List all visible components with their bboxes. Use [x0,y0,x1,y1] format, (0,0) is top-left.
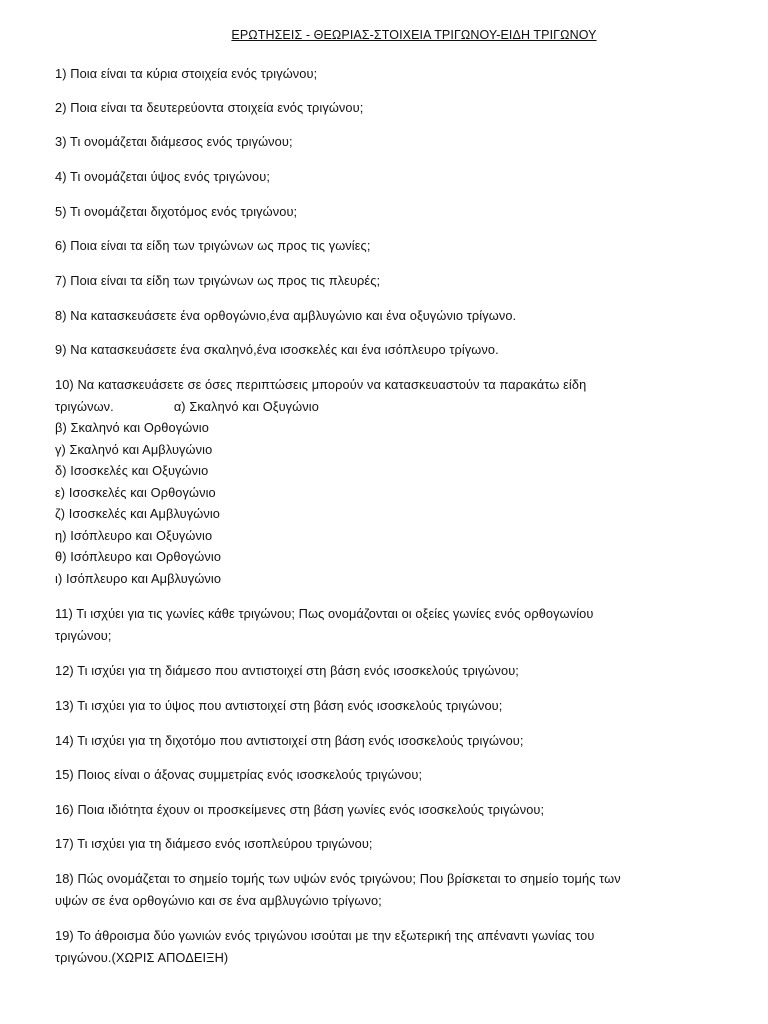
question-10-item-a: α) Σκαληνό και Οξυγώνιο [173,398,319,414]
question-10-item: ζ) Ισοσκελές και Αμβλυγώνιο [55,506,220,521]
question-18-line-2: υψών σε ένα ορθογώνιο και σε ένα αμβλυγώνιο τρίγωνο; [55,892,382,908]
question-9: 9) Να κατασκευάσετε ένα σκαληνό,ένα ισοσκελές και ένα ισόπλευρο τρίγωνο. [55,342,499,357]
question-11 [55,603,695,646]
question-10 [55,374,695,589]
question-19 [55,925,695,968]
question-14: 14) Τι ισχύει για τη διχοτόμο που αντιστοιχεί στη βάση ενός ισοσκελούς τριγώνου; [55,733,524,748]
question-6: 6) Ποια είναι τα είδη των τριγώνων ως προς τις γωνίες; [55,238,371,253]
question-8: 8) Να κατασκευάσετε ένα ορθογώνιο,ένα αμβλυγώνιο και ένα οξυγώνιο τρίγωνο. [55,308,517,323]
question-10-item: γ) Σκαληνό και Αμβλυγώνιο [55,441,213,457]
question-4: 4) Τι ονομάζεται ύψος ενός τριγώνου; [55,169,271,184]
question-10-item: ι) Ισόπλευρο και Αμβλυγώνιο [55,570,222,586]
question-16: 16) Ποια ιδιότητα έχουν οι προσκείμενες στη βάση γωνίες ενός ισοσκελούς τριγώνου; [55,802,545,817]
question-10-item: β) Σκαληνό και Ορθογώνιο [55,420,209,435]
question-15: 15) Ποιος είναι ο άξονας συμμετρίας ενός ισοσκελούς τριγώνου; [55,767,423,782]
question-10-item: θ) Ισόπλευρο και Ορθογώνιο [55,549,222,564]
question-1: 1) Ποια είναι τα κύρια στοιχεία ενός τριγώνου; [55,66,318,81]
question-19-line-2: τριγώνου.(ΧΩΡΙΣ ΑΠΟΔΕΙΞΗ) [55,949,229,965]
question-11-line-2: τριγώνου; [55,627,112,643]
question-10-line-1: 10) Να κατασκευάσετε σε όσες περιπτώσεις μπορούν να κατασκευαστούν τα παρακάτω είδη [55,377,587,392]
question-5: 5) Τι ονομάζεται διχοτόμος ενός τριγώνου; [55,204,298,219]
document-title: ΕΡΩΤΗΣΕΙΣ - ΘΕΩΡΙΑΣ-ΣΤΟΙΧΕΙΑ ΤΡΙΓΩΝΟΥ-ΕΙΔΗ ΤΡΙΓΩΝΟΥ [231,28,597,42]
question-10-line-2-start: τριγώνων. [55,398,114,414]
question-19-line-1: 19) Το άθροισμα δύο γωνιών ενός τριγώνου ισούται με την εξωτερική της απέναντι γωνίας του [55,928,595,943]
question-7: 7) Ποια είναι τα είδη των τριγώνων ως προς τις πλευρές; [55,273,381,288]
question-10-line-2 [55,396,695,418]
question-13: 13) Τι ισχύει για το ύψος που αντιστοιχεί στη βάση ενός ισοσκελούς τριγώνου; [55,698,503,713]
question-12: 12) Τι ισχύει για τη διάμεσο που αντιστοιχεί στη βάση ενός ισοσκελούς τριγώνου; [55,663,519,678]
question-18-line-1: 18) Πώς ονομάζεται το σημείο τομής των υψών ενός τριγώνου; Που βρίσκεται το σημείο τομής των [55,871,621,886]
question-3: 3) Τι ονομάζεται διάμεσος ενός τριγώνου; [55,134,293,149]
question-18 [55,868,695,911]
question-10-item: ε) Ισοσκελές και Ορθογώνιο [55,484,216,500]
question-10-item: η) Ισόπλευρο και Οξυγώνιο [55,527,213,543]
question-2: 2) Ποια είναι τα δευτερεύοντα στοιχεία ενός τριγώνου; [55,100,364,115]
question-17: 17) Τι ισχύει για τη διάμεσο ενός ισοπλεύρου τριγώνου; [55,836,373,851]
question-11-line-1: 11) Τι ισχύει για τις γωνίες κάθε τριγώνου; Πως ονομάζονται οι οξείες γωνίες ενός ορθογωνίου [55,606,594,621]
question-10-item: δ) Ισοσκελές και Οξυγώνιο [55,463,209,478]
